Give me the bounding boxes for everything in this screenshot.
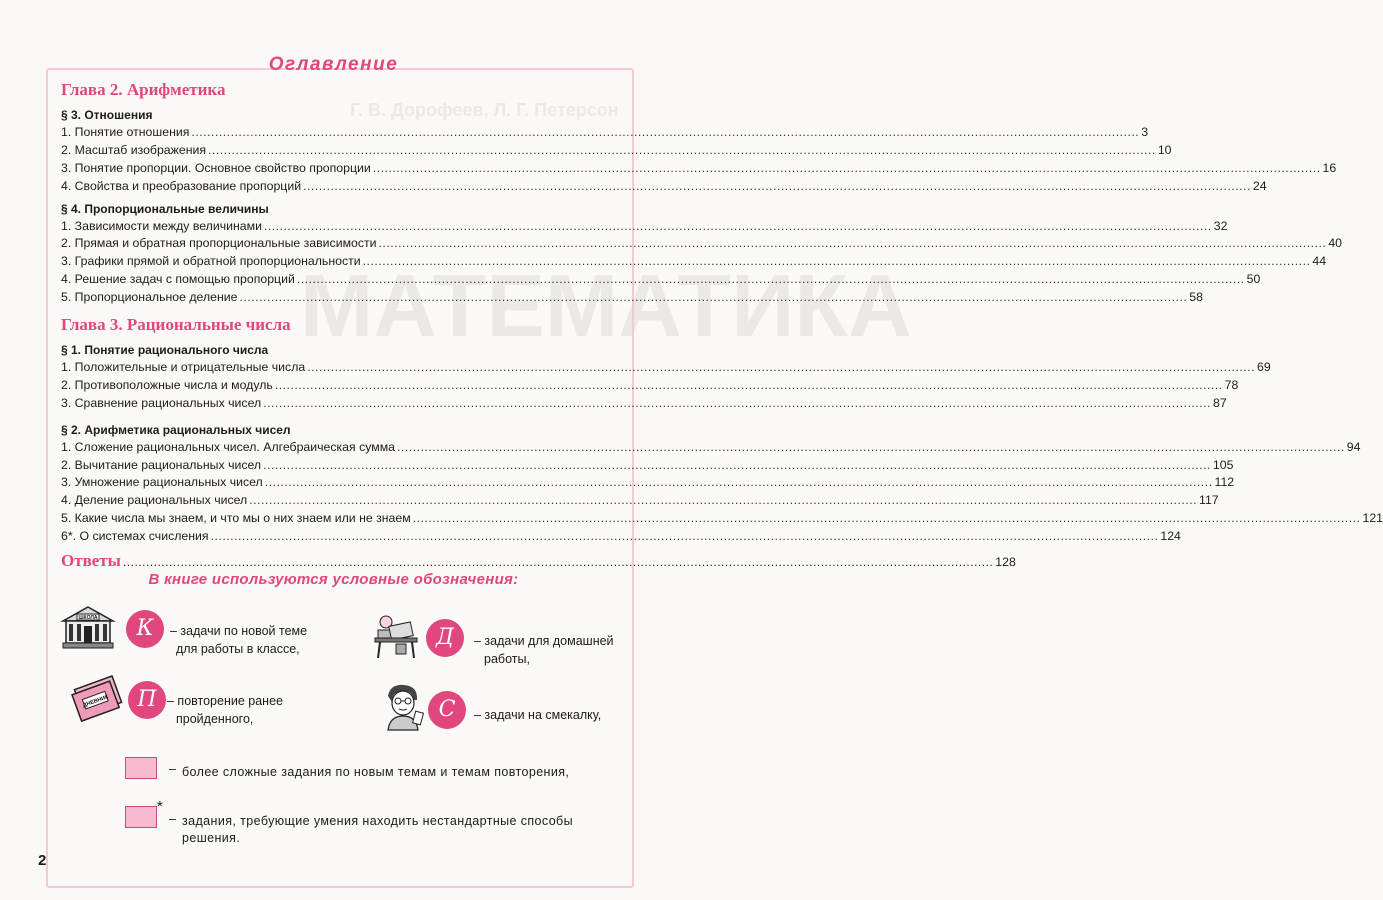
school-sign-text: ШКОЛА: [78, 615, 98, 621]
toc-entry[interactable]: [61, 289, 1203, 307]
toc-entry-title: 5. Какие числа мы знаем, и что мы о них знаем или не знаем: [61, 511, 411, 526]
toc-entry[interactable]: [61, 528, 1181, 546]
difficulty-box-icon: [125, 757, 157, 779]
toc-entry-page: 105: [1212, 457, 1234, 472]
toc-entry-page: 94: [1346, 439, 1361, 454]
toc-entry[interactable]: [61, 395, 1227, 413]
toc-entry-page: 117: [1199, 493, 1219, 508]
toc-entry[interactable]: [61, 492, 1219, 510]
toc-entry-page: 32: [1213, 218, 1228, 233]
toc-entry-title: 6*. О системах счисления: [61, 529, 209, 544]
toc-entry[interactable]: [61, 457, 1234, 475]
toc-entry-title: 2. Вычитание рациональных чисел: [61, 457, 262, 472]
toc-entry-page: 78: [1224, 377, 1239, 392]
toc-entry[interactable]: [61, 510, 1383, 528]
thinking-person-icon: [378, 682, 428, 732]
page-title: Оглавление: [268, 54, 399, 75]
toc-entry-page: 44: [1312, 254, 1327, 269]
section-heading: § 3. Отношения: [61, 108, 153, 122]
star-mark: *: [157, 798, 163, 815]
toc-entry-page: 58: [1189, 290, 1203, 305]
legend-circle-k: К: [126, 610, 164, 648]
bleed-through: Г. В. Дорофеев, Л. Г. Петерсон: [350, 100, 619, 120]
legend-box1-text: более сложные задания по новым темам и темам повторения,: [182, 765, 570, 779]
legend-circle-c: С: [428, 691, 466, 729]
legend-box2-text: задания, требующие умения находить нестандартные способы решения.: [182, 814, 573, 845]
toc-entry-page: 40: [1328, 236, 1342, 251]
diary-sign-text: ДНЕВНИК: [82, 694, 110, 710]
section-heading: § 2. Арифметика рациональных чисел: [61, 422, 291, 437]
nonstandard-box-icon: [125, 806, 157, 828]
toc-entry-title: 2. Противоположные числа и модуль: [61, 377, 273, 392]
toc-entry-page: 10: [1157, 142, 1172, 157]
legend-d-line2: работы,: [484, 652, 530, 666]
toc-entry-title: 4. Деление рациональных чисел: [61, 493, 248, 508]
toc-entry[interactable]: [61, 377, 1239, 395]
legend-k-line2: для работы в классе,: [176, 642, 300, 656]
toc-entry-title: 2. Масштаб изображения: [61, 142, 207, 157]
toc-entry[interactable]: [61, 178, 1267, 196]
legend-circle-p: П: [128, 681, 166, 719]
toc-entry-page: 3: [1141, 125, 1149, 139]
homework-desk-icon: [372, 612, 420, 660]
chapter-heading: Глава 2. Арифметика: [61, 80, 226, 99]
toc-entry[interactable]: [61, 124, 1149, 142]
section-heading: § 1. Понятие рационального числа: [61, 343, 269, 358]
toc-entry[interactable]: [61, 160, 1337, 178]
toc-entry[interactable]: [61, 142, 1172, 160]
answers-label: Ответы: [61, 551, 121, 571]
box1-dash: –: [169, 762, 176, 776]
toc-entry-page: 50: [1246, 272, 1261, 287]
toc-entry-page: 69: [1257, 360, 1271, 375]
legend-p-line1: – повторение ранее: [167, 694, 283, 708]
toc-entry[interactable]: [61, 253, 1327, 271]
bleed-through: МАТЕМАТИКА: [300, 256, 912, 355]
toc-entry-page: 24: [1252, 178, 1267, 193]
legend-k-line1: – задачи по новой теме: [170, 624, 308, 638]
chapter-heading: Глава 3. Рациональные числа: [61, 315, 291, 335]
legend-circle-d: Д: [426, 619, 464, 657]
toc-entry-title: 1. Сложение рациональных чисел. Алгебраическая сумма: [61, 439, 395, 454]
legend-c-line1: – задачи на смекалку,: [474, 708, 602, 722]
toc-entry-title: 1. Понятие отношения: [61, 125, 190, 139]
toc-entry-title: 3. Понятие пропорции. Основное свойство пропорции: [61, 160, 371, 175]
toc-entry-title: 2. Прямая и обратная пропорциональные зависимости: [61, 236, 377, 251]
toc-entry-title: 4. Свойства и преобразование пропорций: [61, 178, 302, 193]
toc-entry[interactable]: [61, 271, 1261, 289]
toc-entry[interactable]: [61, 359, 1271, 377]
legend-p-line2: пройденного,: [176, 712, 254, 726]
toc-entry[interactable]: [61, 218, 1228, 236]
toc-entry-title: 3. Графики прямой и обратной пропорциональности: [61, 254, 361, 269]
toc-entry-title: 1. Зависимости между величинами: [61, 218, 262, 233]
legend-title: В книге используются условные обозначения:: [148, 571, 519, 588]
toc-entry-page: 121: [1362, 511, 1383, 526]
toc-entry-title: 1. Положительные и отрицательные числа: [61, 360, 306, 375]
toc-entry-title: 4. Решение задач с помощью пропорций: [61, 272, 295, 287]
box2-dash: –: [169, 812, 176, 826]
toc-entry-page: 87: [1212, 395, 1227, 410]
toc-entry-page: 16: [1322, 160, 1337, 175]
toc-entry-title: 5. Пропорциональное деление: [61, 290, 238, 305]
section-heading: § 4. Пропорциональные величины: [61, 201, 269, 216]
page-number: 2: [38, 852, 47, 869]
diary-book-icon: [70, 672, 126, 720]
toc-entry[interactable]: [61, 439, 1361, 457]
school-building-icon: [60, 604, 116, 650]
toc-entry[interactable]: [61, 474, 1235, 492]
toc-entry-page: 128: [995, 555, 1016, 570]
toc-entry-title: 3. Умножение рациональных чисел: [61, 475, 263, 490]
toc-entry-title: 3. Сравнение рациональных чисел: [61, 395, 262, 410]
toc-entry-page: 112: [1214, 475, 1235, 490]
toc-entry[interactable]: [61, 235, 1342, 253]
table-of-contents: [61, 78, 1383, 574]
legend-d-line1: – задачи для домашней: [474, 634, 614, 648]
toc-entry-page: 124: [1160, 529, 1181, 544]
